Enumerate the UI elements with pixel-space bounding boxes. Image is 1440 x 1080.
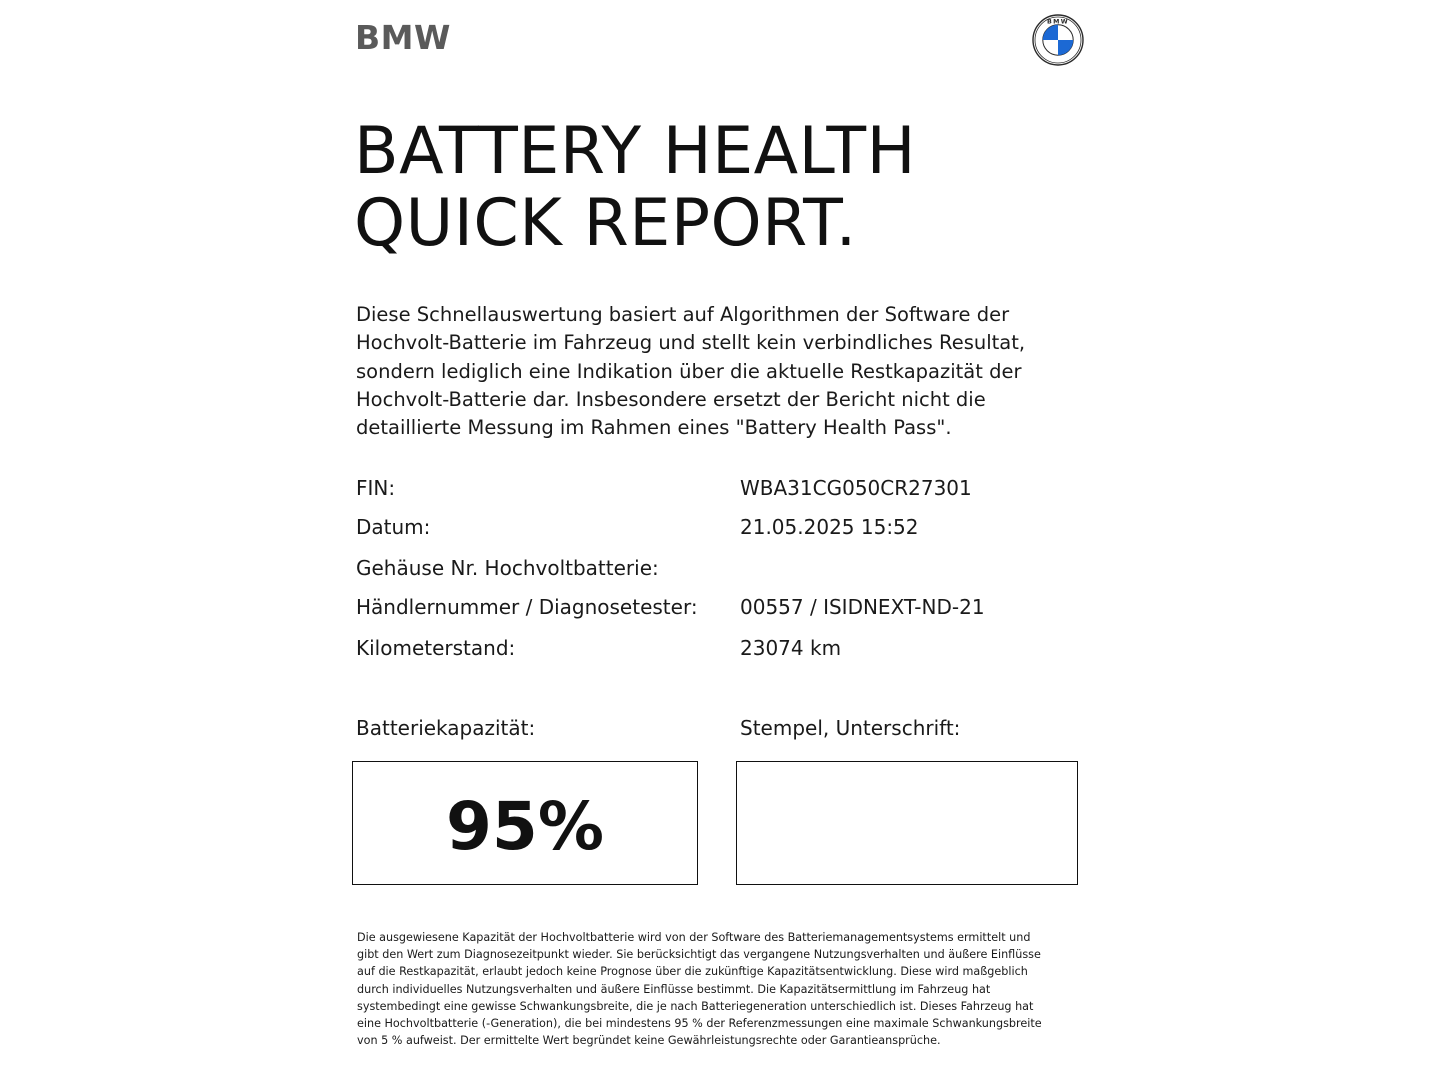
field-row-fin	[356, 476, 1076, 506]
report-title-line-1: BATTERY HEALTH	[354, 114, 916, 189]
bmw-wordmark: BMW	[355, 18, 451, 57]
disclaimer-line: Die ausgewiesene Kapazität der Hochvoltbatterie wird von der Software des Batteriemanagementsystems ermittelt und	[357, 931, 1031, 944]
stamp-signature-box	[736, 761, 1078, 885]
roundel-lettering: BMW	[1047, 18, 1069, 26]
capacity-value: 95%	[446, 788, 604, 865]
disclaimer-line: eine Hochvoltbatterie (-Generation), die bei mindestens 95 % der Referenzmessungen eine maximale Schwankungsbreite	[357, 1017, 1042, 1031]
report-title	[354, 116, 916, 260]
intro-line: detaillierte Messung im Rahmen eines "Battery Health Pass".	[356, 416, 952, 440]
date-label: Datum:	[356, 515, 431, 539]
disclaimer-line: von 5 % aufweist. Der ermittelte Wert begründet keine Gewährleistungsrechte oder Garantieansprüche.	[357, 1034, 941, 1048]
battery-housing-label: Gehäuse Nr. Hochvoltbatterie:	[356, 556, 659, 580]
report-title-line-2: QUICK REPORT.	[354, 186, 857, 261]
date-value: 21.05.2025 15:52	[740, 515, 919, 539]
intro-paragraph	[356, 301, 1056, 442]
disclaimer-line: auf die Restkapazität, erlaubt jedoch keine Prognose über die zukünftige Kapazitätsentwicklung. Diese wird maßgeblich	[357, 965, 1028, 979]
dealer-label: Händlernummer / Diagnosetester:	[356, 595, 698, 619]
disclaimer-line: gibt den Wert zum Diagnosezeitpunkt wieder. Sie berücksichtigt das vergangene Nutzungsverhalten und äußere Einflüsse	[357, 948, 1041, 962]
disclaimer-paragraph	[357, 929, 1073, 1049]
fin-value: WBA31CG050CR27301	[740, 476, 972, 500]
intro-line: Diese Schnellauswertung basiert auf Algorithmen der Software der	[356, 303, 1010, 326]
fin-label: FIN:	[356, 476, 396, 500]
field-row-mileage	[356, 636, 1076, 666]
mileage-label: Kilometerstand:	[356, 636, 516, 660]
intro-line: sondern lediglich eine Indikation über die aktuelle Restkapazität der	[356, 359, 1022, 383]
disclaimer-line: durch individuelles Nutzungsverhalten und äußere Einflüsse bestimmt. Die Kapazitätsermittlung im Fahrzeug hat	[357, 982, 991, 996]
capacity-box	[352, 761, 698, 885]
bmw-roundel-icon	[1032, 14, 1084, 66]
field-row-date	[356, 515, 1076, 545]
stamp-label: Stempel, Unterschrift:	[740, 716, 961, 740]
disclaimer-line: systembedingt eine gewisse Schwankungsbreite, die je nach Batteriegeneration unterschiedlich ist. Dieses Fahrzeug hat	[357, 999, 1034, 1013]
dealer-value: 00557 / ISIDNEXT-ND-21	[740, 595, 985, 619]
field-row-dealer	[356, 595, 1076, 625]
intro-line: Hochvolt-Batterie dar. Insbesondere ersetzt der Bericht nicht die	[356, 387, 986, 411]
intro-line: Hochvolt-Batterie im Fahrzeug und stellt kein verbindliches Resultat,	[356, 331, 1026, 355]
capacity-label: Batteriekapazität:	[356, 716, 536, 740]
field-row-battery-housing	[356, 556, 1076, 586]
mileage-value: 23074 km	[740, 636, 842, 660]
